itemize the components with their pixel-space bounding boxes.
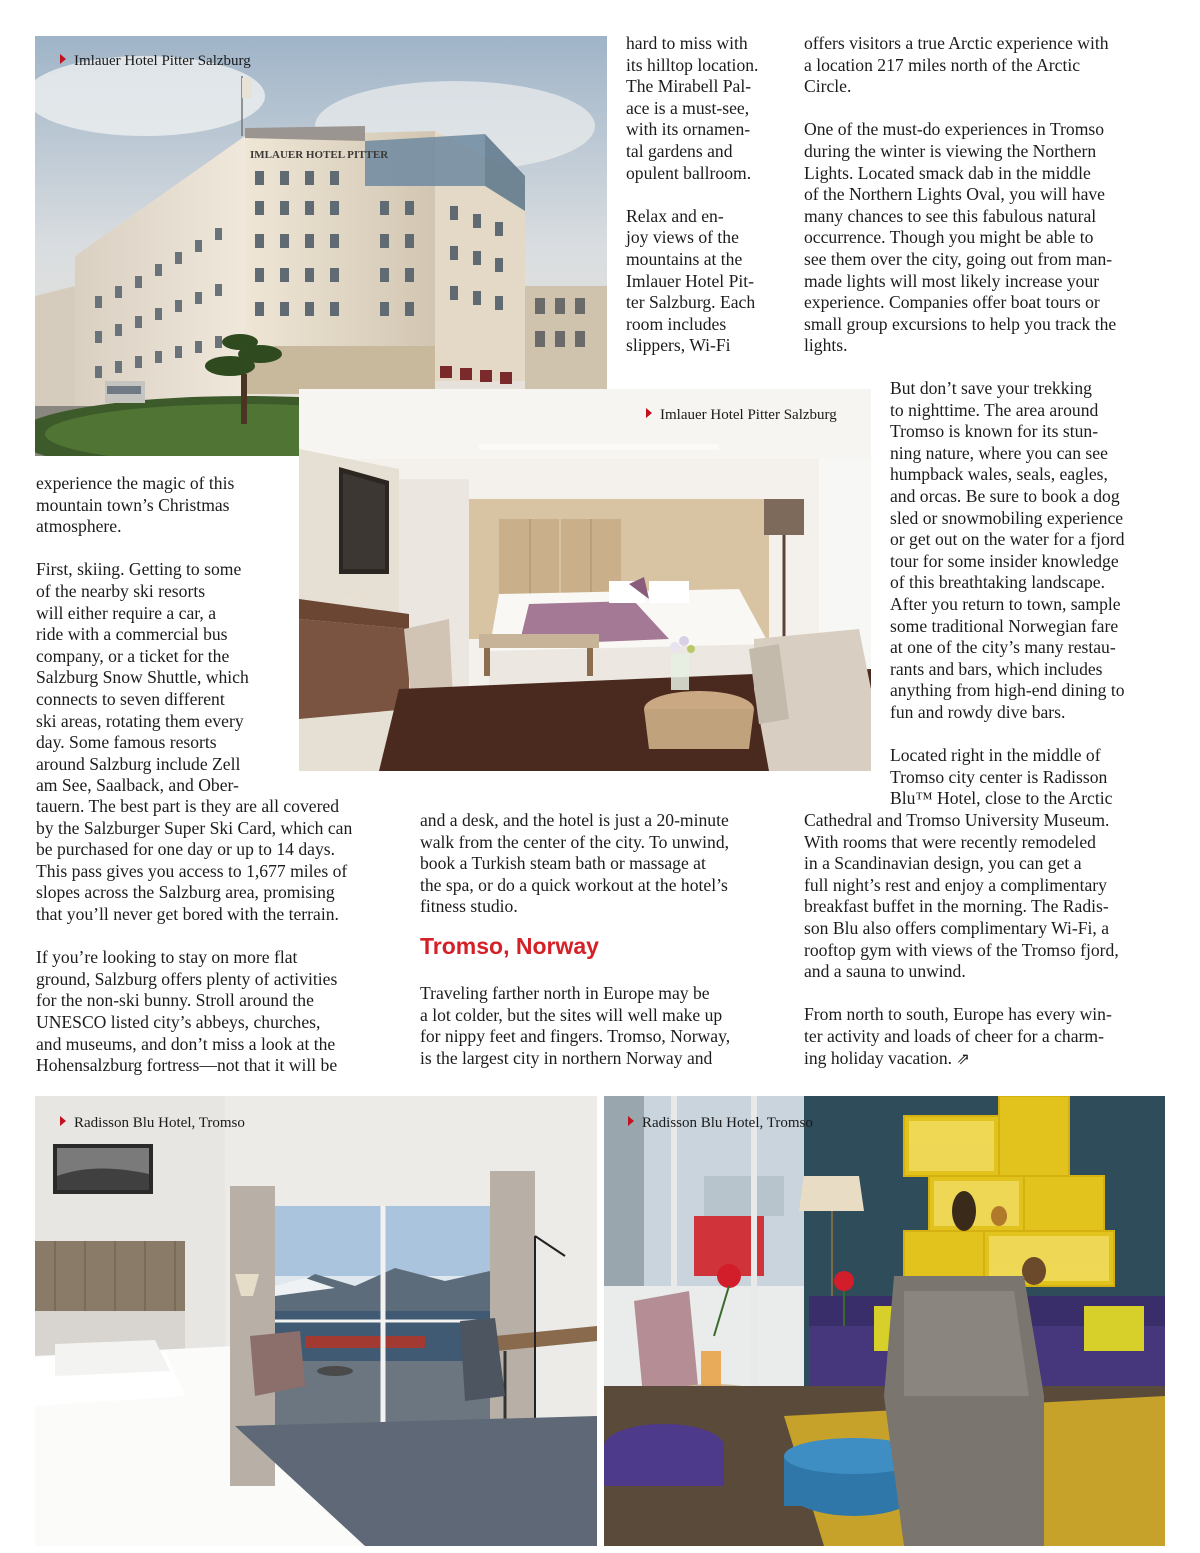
text-col-b-mid: and a desk, and the hotel is just a 20-minute walk from the center of the city. To unwind, book a Turkish steam bath or massage at the spa, or do a quick workout at the hotel’s fitness studio. xyxy=(420,810,730,917)
caption-text: Radisson Blu Hotel, Tromso xyxy=(74,1115,245,1131)
facade-sign: IMLAUER HOTEL PITTER xyxy=(250,149,389,161)
text-col-b-bottom: Traveling farther north in Europe may be a lot colder, but the sites will well make up for nippy feet and fingers. Tromso, Norway, is the largest city in northern Norway and xyxy=(420,983,731,1068)
caption-radisson-lounge xyxy=(628,1115,813,1132)
caption-text: Imlauer Hotel Pitter Salzburg xyxy=(660,407,837,423)
end-mark-icon: ⇗ xyxy=(956,1048,970,1068)
text-col-c-mid: But don’t save your trekking to nighttime. The area around Tromso is known for its stun- ning nature, where you can see humpback wales, seals, eagles, and orcas. Be sure to book a dog sled or snowmobiling experience or get out on the water for a fjord tour for some insider knowledge of this breathtaking landscape. After you return to town, sample some traditional Norwegian fare at one of the city’s many restau- rants and bars, which includes anything from high-end dining to fun and rowdy dive bars. Located right in the middle of Tromso city center is Radisson Blu™ Hotel, close to the Arctic xyxy=(890,378,1125,809)
text-col-b-top: hard to miss with its hilltop location. The Mirabell Pal- ace is a must-see, with its ornamen- tal gardens and opulent ballroom. Relax and en- joy views of the mountains at the Imlauer Hotel Pit- ter Salzburg. Each room includes slippers, Wi-Fi xyxy=(626,33,759,356)
photo-radisson-room xyxy=(35,1096,597,1546)
text-col-a-top: experience the magic of this mountain town’s Christmas atmosphere. First, skiing. Getting to some of the nearby ski resorts will either require a car, a ride with a commercial bus company, or a ticket for the Salzburg Snow Shuttle, which connects to seven different ski areas, rotating them every day. Some famous resorts around Salzburg include Zell am See, Saalback, and Ober- xyxy=(36,473,249,796)
section-heading: Tromso, Norway xyxy=(420,933,599,959)
text-col-c-bottom xyxy=(804,810,1119,1069)
caption-marker-icon xyxy=(628,1116,634,1126)
caption-hotel-exterior xyxy=(60,53,251,70)
caption-text: Imlauer Hotel Pitter Salzburg xyxy=(74,53,251,69)
caption-text: Radisson Blu Hotel, Tromso xyxy=(642,1115,813,1131)
text-col-c-top: offers visitors a true Arctic experience with a location 217 miles north of the Arctic Circle. One of the must-do experiences in Tromso during the winter is viewing the Northern Lights. Located smack dab in the middle of the Northern Lights Oval, you will have many chances to see this fabulous natural occurrence. Though you might be able to see them over the city, going out from man- made lights will most likely increase your experience. Companies offer boat tours or small group excursions to help you track the lights. xyxy=(804,33,1117,356)
photo-radisson-lounge xyxy=(604,1096,1165,1546)
text-col-c-bottom-body: Cathedral and Tromso University Museum. With rooms that were recently remodeled in a Scandinavian design, you can get a full night’s rest and enjoy a complimentary breakfast buffet in the morning. The Radis- son Blu also offers complimentary Wi-Fi, a rooftop gym with views of the Tromso fjord, and a sauna to unwind. From north to south, Europe has every win- ter activity and loads of cheer for a charm- ing holiday vacation. xyxy=(804,810,1119,1068)
caption-marker-icon xyxy=(60,54,66,64)
caption-hotel-room xyxy=(646,407,837,424)
caption-marker-icon xyxy=(646,408,652,418)
text-col-a-bottom: tauern. The best part is they are all covered by the Salzburger Super Ski Card, which can be purchased for one day or up to 14 days. This pass gives you access to 1,677 miles of slopes across the Salzburg area, promising that you’ll never get bored with the terrain. If you’re looking to stay on more flat ground, Salzburg offers plenty of activities for the non-ski bunny. Stroll around the UNESCO listed city’s abbeys, churches, and museums, and don’t miss a look at the Hohensalzburg fortress—not that it will be xyxy=(36,796,353,1076)
caption-marker-icon xyxy=(60,1116,66,1126)
caption-radisson-room xyxy=(60,1115,245,1132)
photo-hotel-room xyxy=(299,389,871,771)
